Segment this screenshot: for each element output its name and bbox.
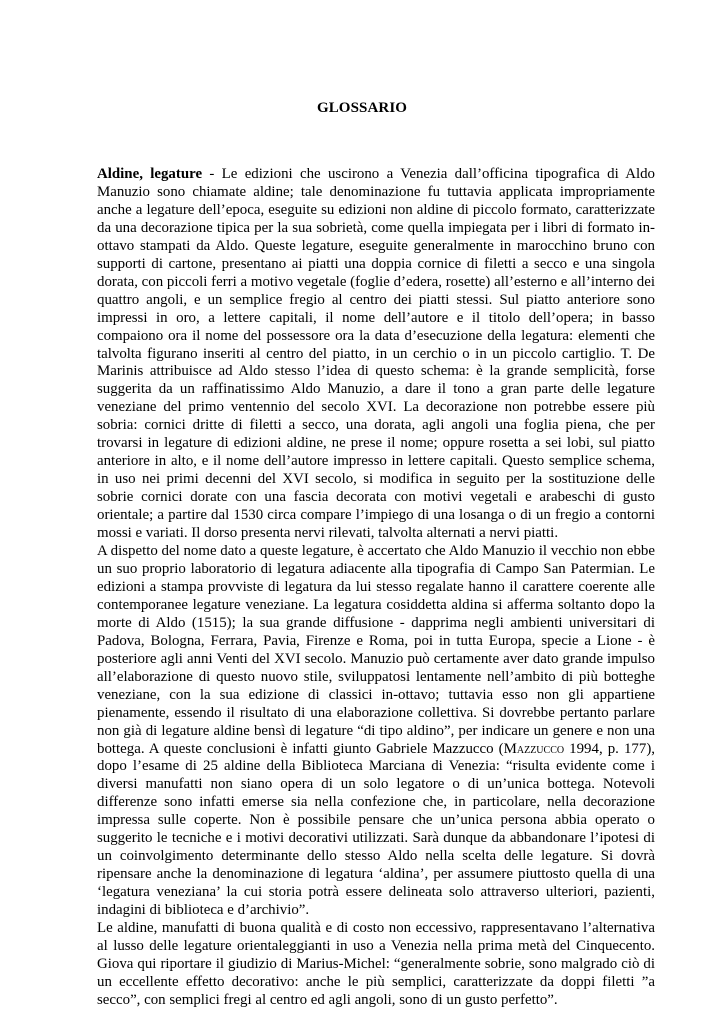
entry-lemma: Aldine, legature	[97, 166, 203, 182]
entry-paragraph-1	[97, 166, 655, 543]
citation-author: Mazzucco	[503, 740, 565, 757]
entry-paragraph-1-text: - Le edizioni che uscirono a Venezia dall’officina tipografica di Aldo Manuzio sono chiamate aldine; tale denominazione fu tuttavia applicata impropriamente anche a legature dell’epoca, eseguite su edizioni non aldine di piccolo formato, caratterizzate da una decorazione tipica per la sua sobrietà, come quella impiegata per i libri di formato in-ottavo stampati da Aldo. Queste legature, eseguite generalmente in marocchino bruno con supporti di cartone, presentano ai piatti una doppia cornice di filetti a secco e una singola dorata, con piccoli ferri a motivo vegetale (foglie d’edera, rosette) all’esterno e all’interno dei quattro angoli, e un semplice fregio al centro dei piatti stessi. Sul piatto anteriore sono impressi in oro, a lettere capitali, il nome dell’autore e il titolo dell’opera; in basso compaiono ora il nome del possessore ora la data d’esecuzione della legatura: elementi che talvolta figurano inseriti al centro del piatto, in un cerchio o in un piccolo cartiglio. T. De Marinis attribuisce ad Aldo stesso l’idea di questo schema: è la grande semplicità, forse suggerita da un raffinatissimo Aldo Manuzio, a dare il tono a gran parte delle legature veneziane del primo ventennio del secolo XVI. La decorazione non potrebbe essere più sobria: cornici dritte di filetti a secco, una dorata, agli angoli una foglia piena, che per trovarsi in legature di edizioni aldine, ne prese il nome; oppure rosetta a sei lobi, sul piatto anteriore in alto, e il nome dell’autore impresso in lettere capitali. Questo semplice schema, in uso nei primi decenni del XVI secolo, si modifica in seguito per la sostituzione delle sobrie cornici dorate con una fascia decorata con motivi vegetali e arabeschi di gusto orientale; a partire dal 1530 circa compare l’impiego di una losanga o di un fregio a contorni mossi e variati. Il dorso presenta nervi rilevati, talvolta alternati a nervi piatti.	[97, 166, 655, 542]
entry-paragraph-2-text-a: A dispetto del nome dato a queste legature, è accertato che Aldo Manuzio il vecchio non ebbe un suo proprio laboratorio di legatura adiacente alla tipografia di Campo San Patermian. Le edizioni a stampa provviste di legatura da lui stesso regalate hanno il carattere coerente alle contemporanee legature veneziane. La legatura cosiddetta aldina si afferma soltanto dopo la morte di Aldo (1515); la sua grande diffusione - dapprima negli ambienti universitari di Padova, Bologna, Ferrara, Pavia, Firenze e Roma, poi in tutta Europa, specie a Lione - è posteriore agli anni Venti del XVI secolo. Manuzio può certamente aver dato grande impulso all’elaborazione di questo nuovo stile, sviluppatosi lentamente nell’ambito di più botteghe veneziane, con la sua edizione di classici in-ottavo; tuttavia esso non gli appartiene pienamente, essendo il risultato di una elaborazione collettiva. Si dovrebbe pertanto parlare non già di legature aldine bensì di legature “di tipo aldino”, per indicare un genere e non una bottega. A queste conclusioni è infatti giunto Gabriele Mazzucco (	[97, 543, 655, 757]
entry-paragraph-2-text-b: 1994, p. 177), dopo l’esame di 25 aldine della Biblioteca Marciana di Venezia: “risulta evidente come i diversi manufatti non siano opera di un solo legatore o di un’unica bottega. Notevoli differenze sono infatti emerse sia nella confezione che, in particolare, nella decorazione impressa sulle coperte. Non è possibile pensare che un’unica persona abbia operato o suggerito le tecniche e i motivi decorativi utilizzati. Sarà dunque da abbandonare l’ipotesi di un coinvolgimento determinante dello stesso Aldo nella scelta delle legature. Si dovrà ripensare anche la denominazione di legatura ‘aldina’, per assumere piuttosto quella di una ‘legatura veneziana’ la cui storia potrà essere delineata solo attraverso ulteriori, pazienti, indagini di biblioteca e d’archivio”.	[97, 740, 655, 919]
page-title: GLOSSARIO	[316, 100, 408, 116]
entry-paragraph-2	[97, 543, 655, 920]
glossary-entry	[97, 166, 655, 1010]
entry-paragraph-3: Le aldine, manufatti di buona qualità e di costo non eccessivo, rappresentavano l’alternativa al lusso delle legature orientaleggianti in uso a Venezia nella prima metà del Cinquecento. Giova qui riportare il giudizio di Marius-Michel: “generalmente sobrie, sono malgrado ciò di un eccellente effetto decorativo: anche le più semplici, caratterizzate da doppi filetti ”a secco”, con semplici fregi al centro ed agli angoli, sono di un gusto perfetto”.	[97, 920, 655, 1008]
